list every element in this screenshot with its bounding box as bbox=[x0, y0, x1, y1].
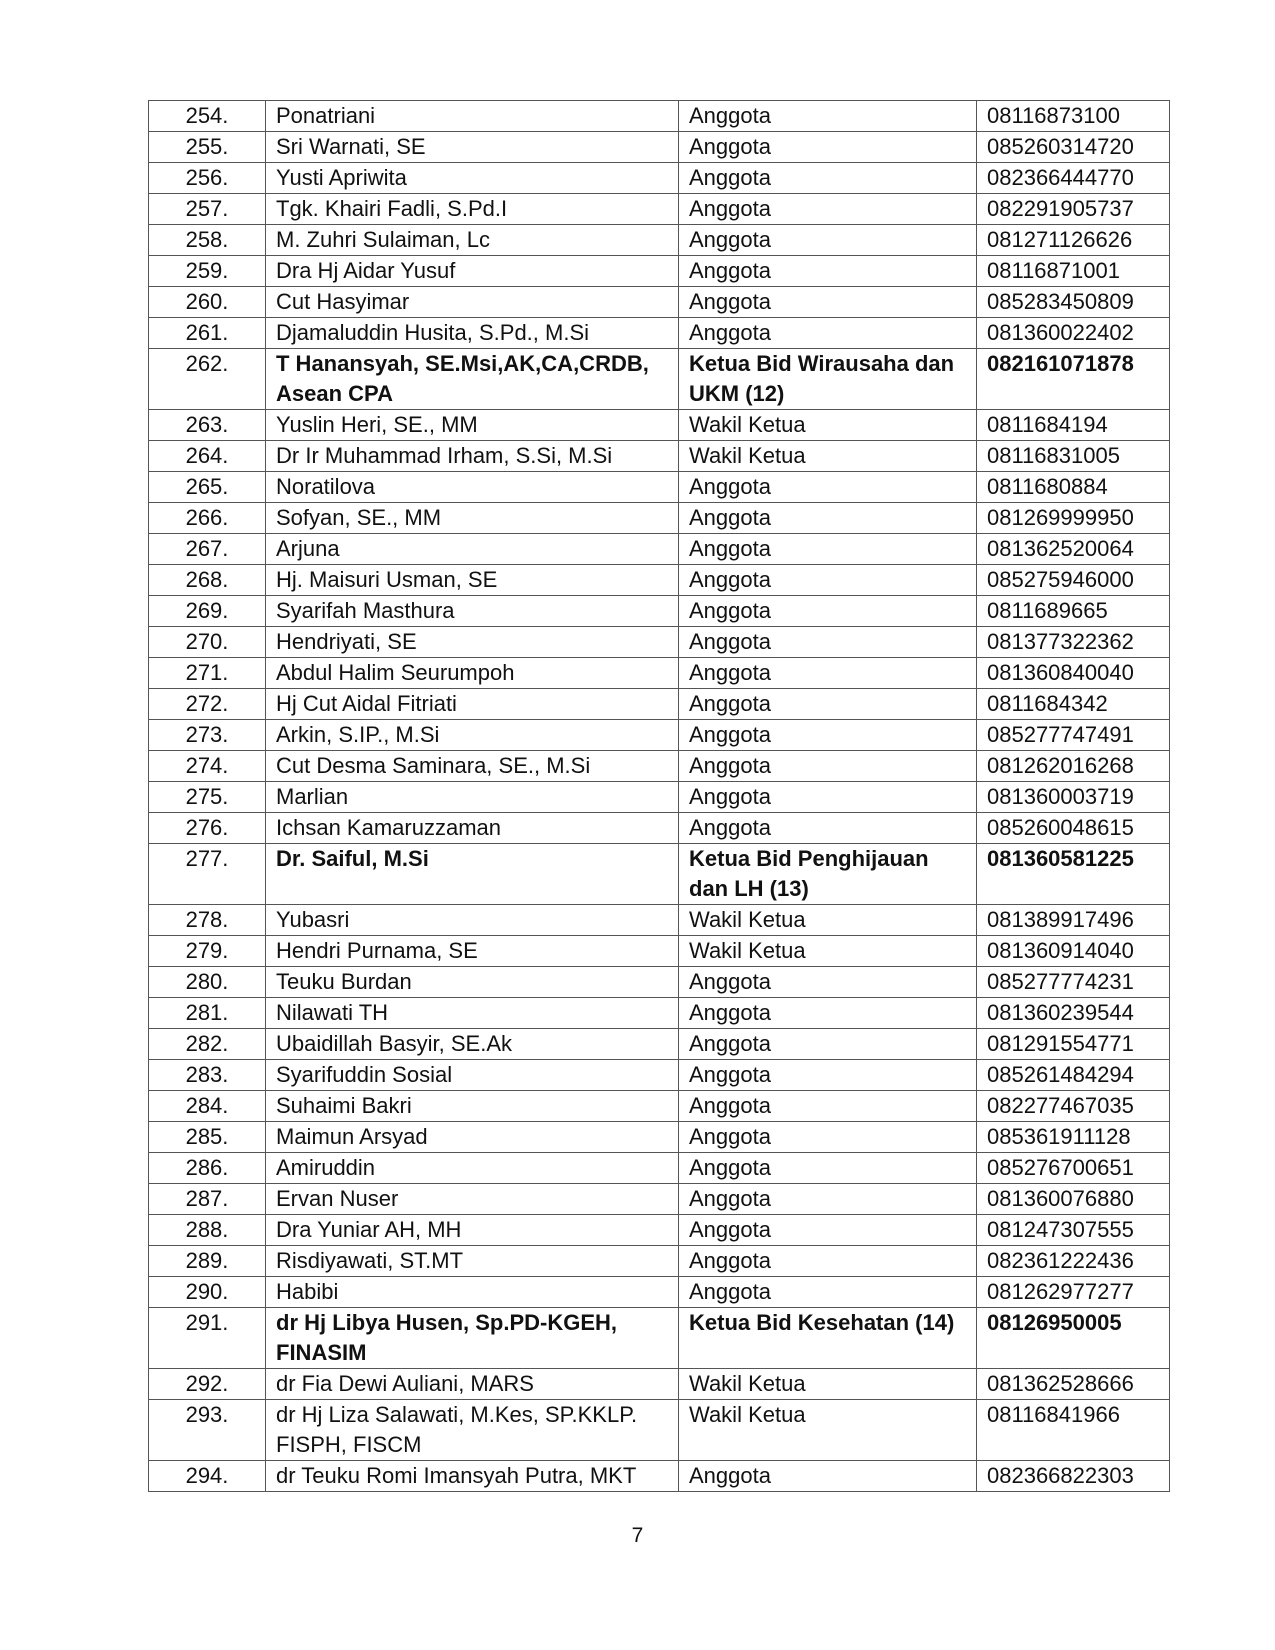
member-name: Arkin, S.IP., M.Si bbox=[266, 720, 679, 751]
row-number: 262. bbox=[149, 349, 266, 410]
member-phone: 0811680884 bbox=[977, 472, 1170, 503]
member-rows bbox=[149, 101, 1170, 1492]
member-name: Dr Ir Muhammad Irham, S.Si, M.Si bbox=[266, 441, 679, 472]
table-row bbox=[149, 1369, 1170, 1400]
table-row bbox=[149, 132, 1170, 163]
member-name: Sofyan, SE., MM bbox=[266, 503, 679, 534]
member-phone: 08116871001 bbox=[977, 256, 1170, 287]
table-row bbox=[149, 349, 1170, 410]
member-position: Anggota bbox=[679, 534, 977, 565]
member-phone: 082361222436 bbox=[977, 1246, 1170, 1277]
table-row bbox=[149, 441, 1170, 472]
member-phone: 081262977277 bbox=[977, 1277, 1170, 1308]
member-position: Anggota bbox=[679, 627, 977, 658]
member-position: Anggota bbox=[679, 565, 977, 596]
member-position: Wakil Ketua bbox=[679, 1369, 977, 1400]
table-row bbox=[149, 905, 1170, 936]
table-row bbox=[149, 1308, 1170, 1369]
member-name: Arjuna bbox=[266, 534, 679, 565]
member-position: Anggota bbox=[679, 1246, 977, 1277]
member-position: Wakil Ketua bbox=[679, 441, 977, 472]
table-row bbox=[149, 101, 1170, 132]
member-position: Anggota bbox=[679, 132, 977, 163]
table-row bbox=[149, 782, 1170, 813]
member-phone: 085276700651 bbox=[977, 1153, 1170, 1184]
row-number: 261. bbox=[149, 318, 266, 349]
table-row bbox=[149, 256, 1170, 287]
table-row bbox=[149, 936, 1170, 967]
member-name: Yusti Apriwita bbox=[266, 163, 679, 194]
member-phone: 081389917496 bbox=[977, 905, 1170, 936]
member-name: T Hanansyah, SE.Msi,AK,CA,CRDB, Asean CPA bbox=[266, 349, 679, 410]
member-name: Maimun Arsyad bbox=[266, 1122, 679, 1153]
row-number: 292. bbox=[149, 1369, 266, 1400]
member-name: Marlian bbox=[266, 782, 679, 813]
row-number: 259. bbox=[149, 256, 266, 287]
member-position: Anggota bbox=[679, 596, 977, 627]
row-number: 278. bbox=[149, 905, 266, 936]
member-phone: 081377322362 bbox=[977, 627, 1170, 658]
member-phone: 082277467035 bbox=[977, 1091, 1170, 1122]
row-number: 254. bbox=[149, 101, 266, 132]
row-number: 268. bbox=[149, 565, 266, 596]
table-row bbox=[149, 1184, 1170, 1215]
table-row bbox=[149, 689, 1170, 720]
row-number: 273. bbox=[149, 720, 266, 751]
member-position: Ketua Bid Penghijauan dan LH (13) bbox=[679, 844, 977, 905]
member-phone: 085277774231 bbox=[977, 967, 1170, 998]
member-position: Anggota bbox=[679, 782, 977, 813]
member-phone: 081360581225 bbox=[977, 844, 1170, 905]
member-position: Ketua Bid Kesehatan (14) bbox=[679, 1308, 977, 1369]
row-number: 279. bbox=[149, 936, 266, 967]
member-position: Anggota bbox=[679, 101, 977, 132]
table-row bbox=[149, 751, 1170, 782]
row-number: 288. bbox=[149, 1215, 266, 1246]
member-phone: 08116873100 bbox=[977, 101, 1170, 132]
member-table bbox=[148, 100, 1170, 1492]
table-row bbox=[149, 1215, 1170, 1246]
member-phone: 085361911128 bbox=[977, 1122, 1170, 1153]
member-name: Ubaidillah Basyir, SE.Ak bbox=[266, 1029, 679, 1060]
member-name: Hendri Purnama, SE bbox=[266, 936, 679, 967]
table-row bbox=[149, 844, 1170, 905]
member-name: dr Fia Dewi Auliani, MARS bbox=[266, 1369, 679, 1400]
member-name: Dra Hj Aidar Yusuf bbox=[266, 256, 679, 287]
member-position: Anggota bbox=[679, 1461, 977, 1492]
member-phone: 082366822303 bbox=[977, 1461, 1170, 1492]
table-row bbox=[149, 1153, 1170, 1184]
member-position: Anggota bbox=[679, 472, 977, 503]
row-number: 269. bbox=[149, 596, 266, 627]
table-row bbox=[149, 1060, 1170, 1091]
member-phone: 0811684342 bbox=[977, 689, 1170, 720]
member-position: Anggota bbox=[679, 998, 977, 1029]
member-name: Hj. Maisuri Usman, SE bbox=[266, 565, 679, 596]
table-row bbox=[149, 658, 1170, 689]
table-row bbox=[149, 627, 1170, 658]
row-number: 267. bbox=[149, 534, 266, 565]
member-name: Abdul Halim Seurumpoh bbox=[266, 658, 679, 689]
member-phone: 08126950005 bbox=[977, 1308, 1170, 1369]
row-number: 275. bbox=[149, 782, 266, 813]
member-position: Anggota bbox=[679, 1060, 977, 1091]
member-position: Anggota bbox=[679, 503, 977, 534]
member-phone: 085260048615 bbox=[977, 813, 1170, 844]
row-number: 283. bbox=[149, 1060, 266, 1091]
member-name: Dr. Saiful, M.Si bbox=[266, 844, 679, 905]
row-number: 265. bbox=[149, 472, 266, 503]
table-row bbox=[149, 163, 1170, 194]
member-phone: 085277747491 bbox=[977, 720, 1170, 751]
row-number: 270. bbox=[149, 627, 266, 658]
table-row bbox=[149, 318, 1170, 349]
row-number: 260. bbox=[149, 287, 266, 318]
member-phone: 085275946000 bbox=[977, 565, 1170, 596]
table-row bbox=[149, 225, 1170, 256]
table-row bbox=[149, 287, 1170, 318]
member-position: Anggota bbox=[679, 1215, 977, 1246]
member-name: Habibi bbox=[266, 1277, 679, 1308]
member-phone: 081362528666 bbox=[977, 1369, 1170, 1400]
member-phone: 08116831005 bbox=[977, 441, 1170, 472]
member-name: Teuku Burdan bbox=[266, 967, 679, 998]
row-number: 290. bbox=[149, 1277, 266, 1308]
member-phone: 081291554771 bbox=[977, 1029, 1170, 1060]
member-position: Anggota bbox=[679, 163, 977, 194]
page-number: 7 bbox=[631, 1524, 644, 1547]
member-phone: 085283450809 bbox=[977, 287, 1170, 318]
member-name: M. Zuhri Sulaiman, Lc bbox=[266, 225, 679, 256]
table-row bbox=[149, 1246, 1170, 1277]
member-position: Anggota bbox=[679, 1184, 977, 1215]
member-name: Yubasri bbox=[266, 905, 679, 936]
member-name: Syarifuddin Sosial bbox=[266, 1060, 679, 1091]
table-row bbox=[149, 565, 1170, 596]
member-position: Wakil Ketua bbox=[679, 905, 977, 936]
member-position: Wakil Ketua bbox=[679, 936, 977, 967]
member-position: Ketua Bid Wirausaha dan UKM (12) bbox=[679, 349, 977, 410]
table-row bbox=[149, 813, 1170, 844]
row-number: 284. bbox=[149, 1091, 266, 1122]
member-phone: 081360022402 bbox=[977, 318, 1170, 349]
table-row bbox=[149, 1461, 1170, 1492]
member-phone: 081360003719 bbox=[977, 782, 1170, 813]
member-name: dr Teuku Romi Imansyah Putra, MKT bbox=[266, 1461, 679, 1492]
row-number: 285. bbox=[149, 1122, 266, 1153]
member-name: Ervan Nuser bbox=[266, 1184, 679, 1215]
row-number: 255. bbox=[149, 132, 266, 163]
member-position: Anggota bbox=[679, 1122, 977, 1153]
member-position: Anggota bbox=[679, 287, 977, 318]
table-row bbox=[149, 534, 1170, 565]
member-name: Suhaimi Bakri bbox=[266, 1091, 679, 1122]
table-row bbox=[149, 1091, 1170, 1122]
member-name: Ichsan Kamaruzzaman bbox=[266, 813, 679, 844]
row-number: 277. bbox=[149, 844, 266, 905]
member-position: Anggota bbox=[679, 689, 977, 720]
row-number: 274. bbox=[149, 751, 266, 782]
member-position: Anggota bbox=[679, 967, 977, 998]
table-row bbox=[149, 998, 1170, 1029]
member-phone: 081271126626 bbox=[977, 225, 1170, 256]
member-position: Anggota bbox=[679, 813, 977, 844]
member-name: Syarifah Masthura bbox=[266, 596, 679, 627]
member-phone: 081360239544 bbox=[977, 998, 1170, 1029]
table-row bbox=[149, 410, 1170, 441]
row-number: 293. bbox=[149, 1400, 266, 1461]
table-row bbox=[149, 194, 1170, 225]
member-phone: 085260314720 bbox=[977, 132, 1170, 163]
table-row bbox=[149, 503, 1170, 534]
row-number: 266. bbox=[149, 503, 266, 534]
member-name: Noratilova bbox=[266, 472, 679, 503]
row-number: 271. bbox=[149, 658, 266, 689]
member-position: Anggota bbox=[679, 1277, 977, 1308]
member-phone: 0811689665 bbox=[977, 596, 1170, 627]
table-row bbox=[149, 1029, 1170, 1060]
row-number: 286. bbox=[149, 1153, 266, 1184]
member-name: Tgk. Khairi Fadli, S.Pd.I bbox=[266, 194, 679, 225]
member-position: Wakil Ketua bbox=[679, 410, 977, 441]
member-phone: 081362520064 bbox=[977, 534, 1170, 565]
row-number: 281. bbox=[149, 998, 266, 1029]
member-phone: 081360914040 bbox=[977, 936, 1170, 967]
table-row bbox=[149, 596, 1170, 627]
member-position: Anggota bbox=[679, 1091, 977, 1122]
row-number: 257. bbox=[149, 194, 266, 225]
member-name: Ponatriani bbox=[266, 101, 679, 132]
member-name: Hendriyati, SE bbox=[266, 627, 679, 658]
row-number: 264. bbox=[149, 441, 266, 472]
member-name: Sri Warnati, SE bbox=[266, 132, 679, 163]
table-row bbox=[149, 720, 1170, 751]
member-position: Anggota bbox=[679, 194, 977, 225]
member-phone: 082366444770 bbox=[977, 163, 1170, 194]
table-row bbox=[149, 1400, 1170, 1461]
member-position: Anggota bbox=[679, 658, 977, 689]
member-phone: 081269999950 bbox=[977, 503, 1170, 534]
table-row bbox=[149, 1277, 1170, 1308]
row-number: 258. bbox=[149, 225, 266, 256]
table-row bbox=[149, 472, 1170, 503]
row-number: 287. bbox=[149, 1184, 266, 1215]
member-position: Anggota bbox=[679, 1153, 977, 1184]
row-number: 289. bbox=[149, 1246, 266, 1277]
member-name: dr Hj Liza Salawati, M.Kes, SP.KKLP. FISPH, FISCM bbox=[266, 1400, 679, 1461]
member-phone: 081360840040 bbox=[977, 658, 1170, 689]
row-number: 276. bbox=[149, 813, 266, 844]
member-name: Nilawati TH bbox=[266, 998, 679, 1029]
member-position: Wakil Ketua bbox=[679, 1400, 977, 1461]
member-name: Dra Yuniar AH, MH bbox=[266, 1215, 679, 1246]
member-position: Anggota bbox=[679, 318, 977, 349]
member-phone: 081360076880 bbox=[977, 1184, 1170, 1215]
member-name: Yuslin Heri, SE., MM bbox=[266, 410, 679, 441]
member-phone: 082291905737 bbox=[977, 194, 1170, 225]
member-phone: 08116841966 bbox=[977, 1400, 1170, 1461]
member-name: Cut Hasyimar bbox=[266, 287, 679, 318]
row-number: 280. bbox=[149, 967, 266, 998]
member-phone: 0811684194 bbox=[977, 410, 1170, 441]
member-position: Anggota bbox=[679, 1029, 977, 1060]
member-position: Anggota bbox=[679, 720, 977, 751]
row-number: 263. bbox=[149, 410, 266, 441]
row-number: 291. bbox=[149, 1308, 266, 1369]
member-name: Amiruddin bbox=[266, 1153, 679, 1184]
member-name: Hj Cut Aidal Fitriati bbox=[266, 689, 679, 720]
member-name: Djamaluddin Husita, S.Pd., M.Si bbox=[266, 318, 679, 349]
member-name: Risdiyawati, ST.MT bbox=[266, 1246, 679, 1277]
member-name: dr Hj Libya Husen, Sp.PD-KGEH, FINASIM bbox=[266, 1308, 679, 1369]
member-position: Anggota bbox=[679, 225, 977, 256]
member-phone: 085261484294 bbox=[977, 1060, 1170, 1091]
member-phone: 082161071878 bbox=[977, 349, 1170, 410]
member-phone: 081262016268 bbox=[977, 751, 1170, 782]
member-position: Anggota bbox=[679, 256, 977, 287]
row-number: 282. bbox=[149, 1029, 266, 1060]
member-name: Cut Desma Saminara, SE., M.Si bbox=[266, 751, 679, 782]
member-position: Anggota bbox=[679, 751, 977, 782]
row-number: 294. bbox=[149, 1461, 266, 1492]
table-row bbox=[149, 1122, 1170, 1153]
table-row bbox=[149, 967, 1170, 998]
row-number: 272. bbox=[149, 689, 266, 720]
member-phone: 081247307555 bbox=[977, 1215, 1170, 1246]
row-number: 256. bbox=[149, 163, 266, 194]
